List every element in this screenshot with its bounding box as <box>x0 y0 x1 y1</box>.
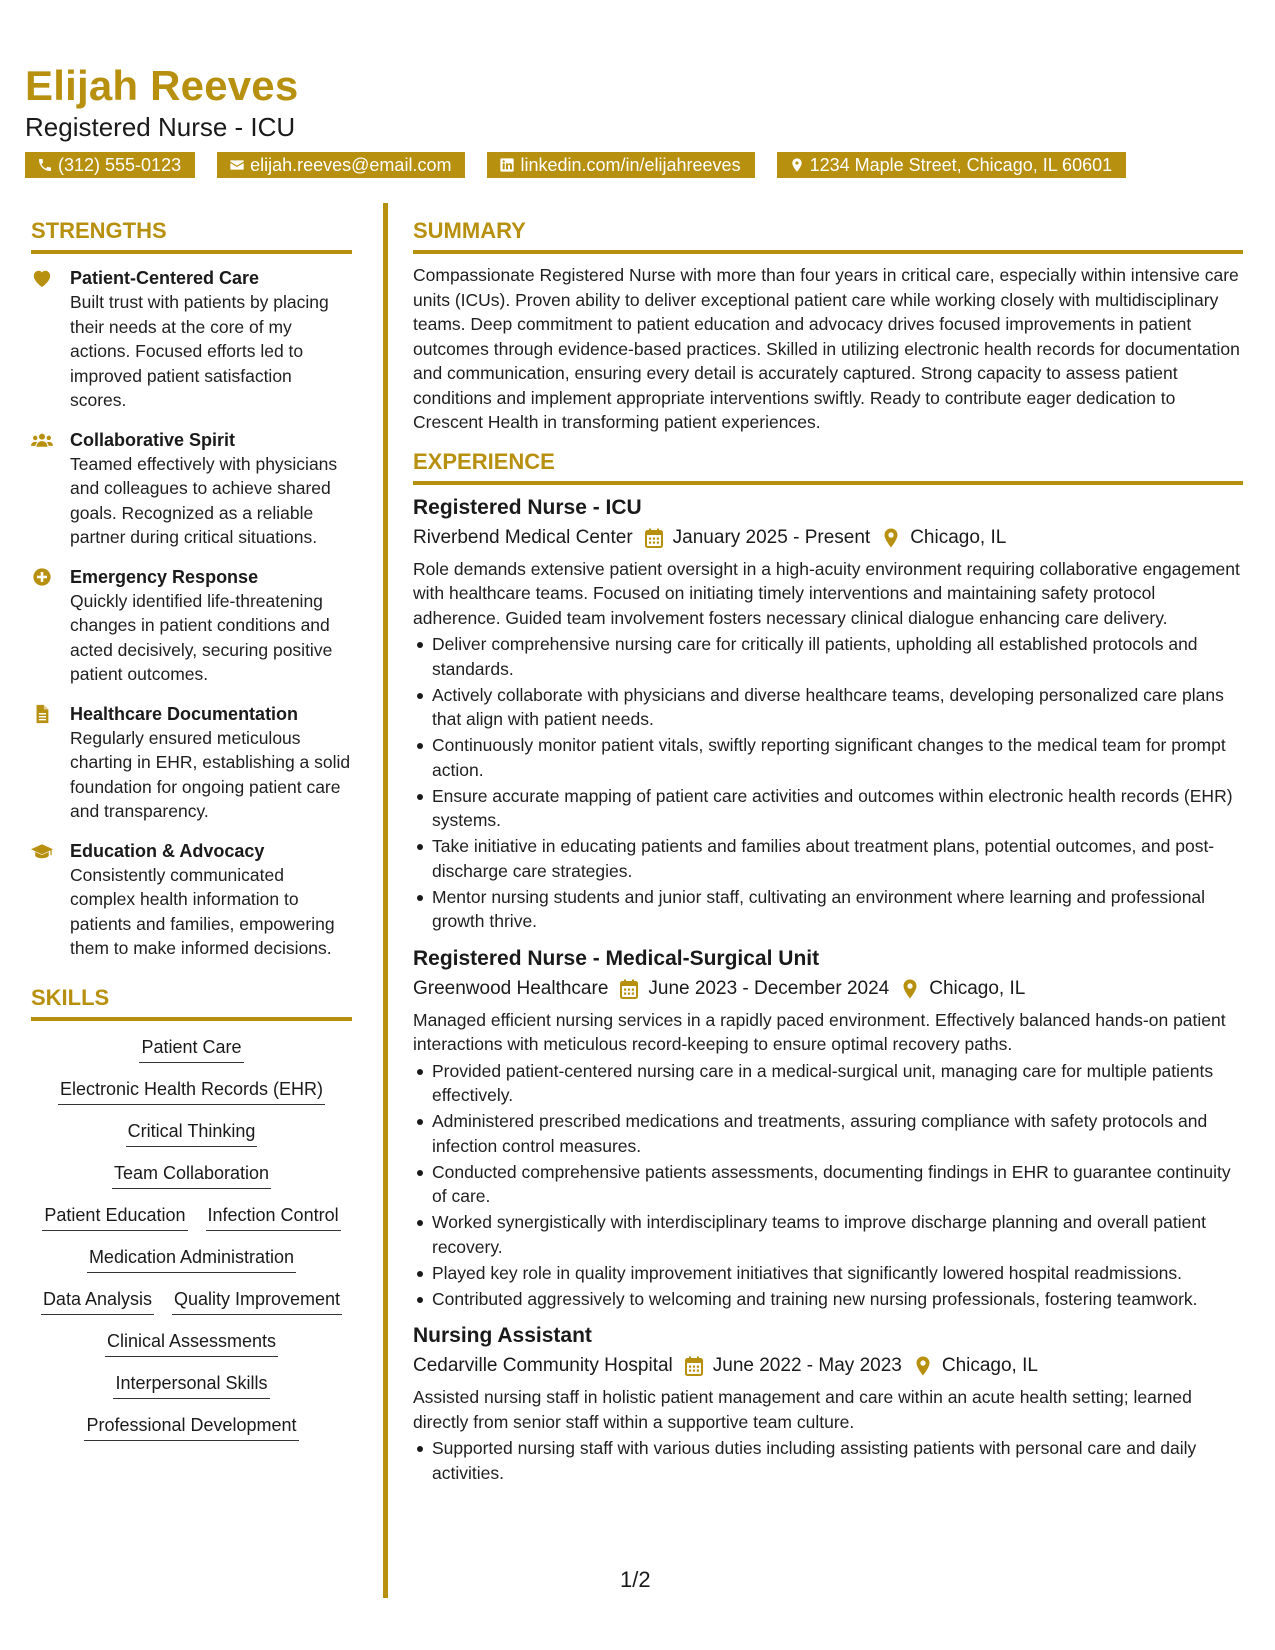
job-meta <box>413 523 1243 553</box>
candidate-role: Registered Nurse - ICU <box>25 112 296 142</box>
strength-title: Patient-Centered Care <box>70 268 260 288</box>
strength-desc: Teamed effectively with physicians and colleagues to achieve shared goals. Recognized as a reliable partner during critical situations. <box>70 453 338 547</box>
job-bullets <box>413 632 1243 934</box>
right-column <box>413 218 1243 1487</box>
map-pin-icon <box>789 157 805 173</box>
map-pin-icon <box>882 528 900 548</box>
document-icon <box>31 704 53 724</box>
summary-text: Compassionate Registered Nurse with more than four years in critical care, especially within intensive care units (ICUs). Proven ability to deliver exceptional patient care while working closely with multidisciplinary teams. Deep commitment to patient education and advocacy drives focused improvements in patient outcomes through evidence-based practices. Skilled in utilizing electronic health records for documentation and communication, ensuring every detail is accurately captured. Strong capacity to assess patient conditions and implement appropriate interventions swiftly. Ready to contribute eager dedication to Crescent Health in transforming patient experiences. <box>413 265 1240 432</box>
skills-list <box>31 1035 352 1455</box>
contact-linkedin[interactable] <box>487 152 754 178</box>
skill-tag: Interpersonal Skills <box>113 1371 269 1399</box>
job-entry <box>413 493 1243 934</box>
skill-tag: Patient Care <box>139 1035 243 1063</box>
job-meta <box>413 1351 1243 1381</box>
contact-linkedin-text: linkedin.com/in/elijahreeves <box>520 155 741 175</box>
skill-tag: Electronic Health Records (EHR) <box>58 1077 325 1105</box>
job-bullet: Played key role in quality improvement initiatives that significantly lowered hospital readmissions. <box>432 1261 1243 1286</box>
page-number: 1/2 <box>620 1567 651 1592</box>
skill-tag: Quality Improvement <box>172 1287 342 1315</box>
job-bullet: Provided patient-centered nursing care in a medical-surgical unit, managing care for multiple patients effectively. <box>432 1059 1243 1108</box>
job-bullet: Worked synergistically with interdisciplinary teams to improve discharge planning and overall patient recovery. <box>432 1210 1243 1259</box>
job-dates: June 2023 - December 2024 <box>648 977 890 999</box>
skill-row <box>139 1035 243 1063</box>
job-bullet: Conducted comprehensive patients assessments, documenting findings in EHR to guarantee continuity of care. <box>432 1160 1243 1209</box>
summary-heading: SUMMARY <box>413 218 1243 254</box>
skill-row <box>105 1329 278 1357</box>
skill-tag: Patient Education <box>42 1203 187 1231</box>
job-bullets <box>413 1059 1243 1312</box>
skill-tag: Infection Control <box>206 1203 341 1231</box>
strengths-list <box>31 266 352 961</box>
job-bullet: Supported nursing staff with various duties including assisting patients with personal care and daily activities. <box>432 1436 1243 1485</box>
calendar-icon <box>685 1356 703 1376</box>
strengths-heading: STRENGTHS <box>31 218 352 254</box>
contact-email[interactable] <box>217 152 465 178</box>
envelope-icon <box>229 157 245 173</box>
job-company: Cedarville Community Hospital <box>413 1355 673 1376</box>
contact-address <box>777 152 1127 178</box>
job-location: Chicago, IL <box>910 526 1007 548</box>
strength-item <box>31 266 352 413</box>
job-bullet: Deliver comprehensive nursing care for critically ill patients, upholding all established protocols and standards. <box>432 632 1243 681</box>
job-title: Nursing Assistant <box>413 1324 592 1347</box>
candidate-name: Elijah Reeves <box>25 62 299 109</box>
skill-row <box>58 1077 325 1105</box>
skill-tag: Professional Development <box>84 1413 298 1441</box>
strength-desc: Regularly ensured meticulous charting in EHR, establishing a solid foundation for ongoing patient care and transparency. <box>70 727 351 821</box>
job-location: Chicago, IL <box>941 1355 1038 1376</box>
job-bullet: Take initiative in educating patients and families about treatment plans, potential outcomes, and post-discharge care strategies. <box>432 834 1243 883</box>
skill-row <box>87 1245 296 1273</box>
skill-row <box>126 1119 258 1147</box>
strength-title: Education & Advocacy <box>70 840 265 861</box>
strength-desc: Quickly identified life-threatening changes in patient conditions and acted decisively, securing positive patient outcomes. <box>70 590 333 684</box>
job-location: Chicago, IL <box>929 977 1026 999</box>
skill-row <box>113 1371 269 1399</box>
contact-email-text: elijah.reeves@email.com <box>250 155 452 175</box>
job-company: Riverbend Medical Center <box>413 526 633 548</box>
skill-tag: Team Collaboration <box>112 1161 271 1189</box>
left-column <box>31 218 352 1455</box>
job-bullet: Continuously monitor patient vitals, swiftly reporting significant changes to the medical team for prompt action. <box>432 733 1243 782</box>
skill-tag: Critical Thinking <box>126 1119 258 1147</box>
contact-phone[interactable] <box>25 152 195 178</box>
strength-title: Collaborative Spirit <box>70 429 236 450</box>
job-bullet: Administered prescribed medications and treatments, assuring compliance with safety protocols and infection control measures. <box>432 1109 1243 1158</box>
linkedin-icon <box>499 157 515 173</box>
contact-phone-text: (312) 555-0123 <box>58 155 182 175</box>
graduation-cap-icon <box>31 841 53 861</box>
strength-title: Emergency Response <box>70 566 259 587</box>
job-description: Assisted nursing staff in holistic patient management and care within an acute health setting; learned directly from senior staff within a supportive team culture. <box>413 1387 1192 1432</box>
skill-row <box>84 1413 298 1441</box>
skill-tag: Data Analysis <box>41 1287 154 1315</box>
job-company: Greenwood Healthcare <box>413 977 609 999</box>
job-bullet: Ensure accurate mapping of patient care activities and outcomes within electronic health records (EHR) systems. <box>432 784 1243 833</box>
strength-desc: Built trust with patients by placing their needs at the core of my actions. Focused efforts led to improved patient satisfaction scores. <box>70 292 329 410</box>
column-divider <box>383 203 388 1598</box>
map-pin-icon <box>914 1356 932 1376</box>
job-dates: June 2022 - May 2023 <box>712 1355 902 1376</box>
experience-heading: EXPERIENCE <box>413 449 1243 485</box>
users-icon <box>31 430 53 450</box>
job-meta <box>413 974 1243 1004</box>
job-bullet: Contributed aggressively to welcoming and training new nursing professionals, fostering teamwork. <box>432 1287 1243 1312</box>
skill-row <box>112 1161 271 1189</box>
job-description: Managed efficient nursing services in a rapidly paced environment. Effectively balanced hands-on patient interactions with meticulous record-keeping to ensure optimal recovery paths. <box>413 1009 1226 1054</box>
job-entry <box>413 944 1243 1312</box>
strength-item <box>31 565 352 687</box>
job-bullet: Actively collaborate with physicians and diverse healthcare teams, developing personalized care plans that align with patient needs. <box>432 683 1243 732</box>
strength-item <box>31 702 352 824</box>
skill-tag: Clinical Assessments <box>105 1329 278 1357</box>
skill-row <box>42 1203 340 1231</box>
job-description: Role demands extensive patient oversight in a high-acuity environment requiring collaborative engagement with healthcare teams. Focused on initiating timely interventions and maintaining safety protocol adherence. Guided team involvement fosters necessary clinical dialogue enhancing care delivery. <box>413 558 1240 628</box>
job-title: Registered Nurse - Medical-Surgical Unit <box>413 946 820 970</box>
calendar-icon <box>620 979 638 999</box>
contact-address-text: 1234 Maple Street, Chicago, IL 60601 <box>809 155 1113 175</box>
skills-heading: SKILLS <box>31 985 352 1021</box>
phone-icon <box>37 157 53 173</box>
strength-item <box>31 428 352 550</box>
skill-row <box>41 1287 342 1315</box>
calendar-icon <box>645 528 663 548</box>
strength-item <box>31 839 352 961</box>
strength-title: Healthcare Documentation <box>70 703 299 724</box>
job-title: Registered Nurse - ICU <box>413 495 642 519</box>
contact-bar <box>25 152 1126 178</box>
plus-circle-icon <box>31 567 53 587</box>
skill-tag: Medication Administration <box>87 1245 296 1273</box>
map-pin-icon <box>901 979 919 999</box>
heart-icon <box>31 268 53 288</box>
job-dates: January 2025 - Present <box>672 526 871 548</box>
job-entry <box>413 1321 1243 1485</box>
strength-desc: Consistently communicated complex health information to patients and families, empowering them to make informed decisions. <box>70 864 335 958</box>
job-bullet: Mentor nursing students and junior staff, cultivating an environment where learning and professional growth thrive. <box>432 885 1243 934</box>
job-bullets <box>413 1436 1243 1485</box>
